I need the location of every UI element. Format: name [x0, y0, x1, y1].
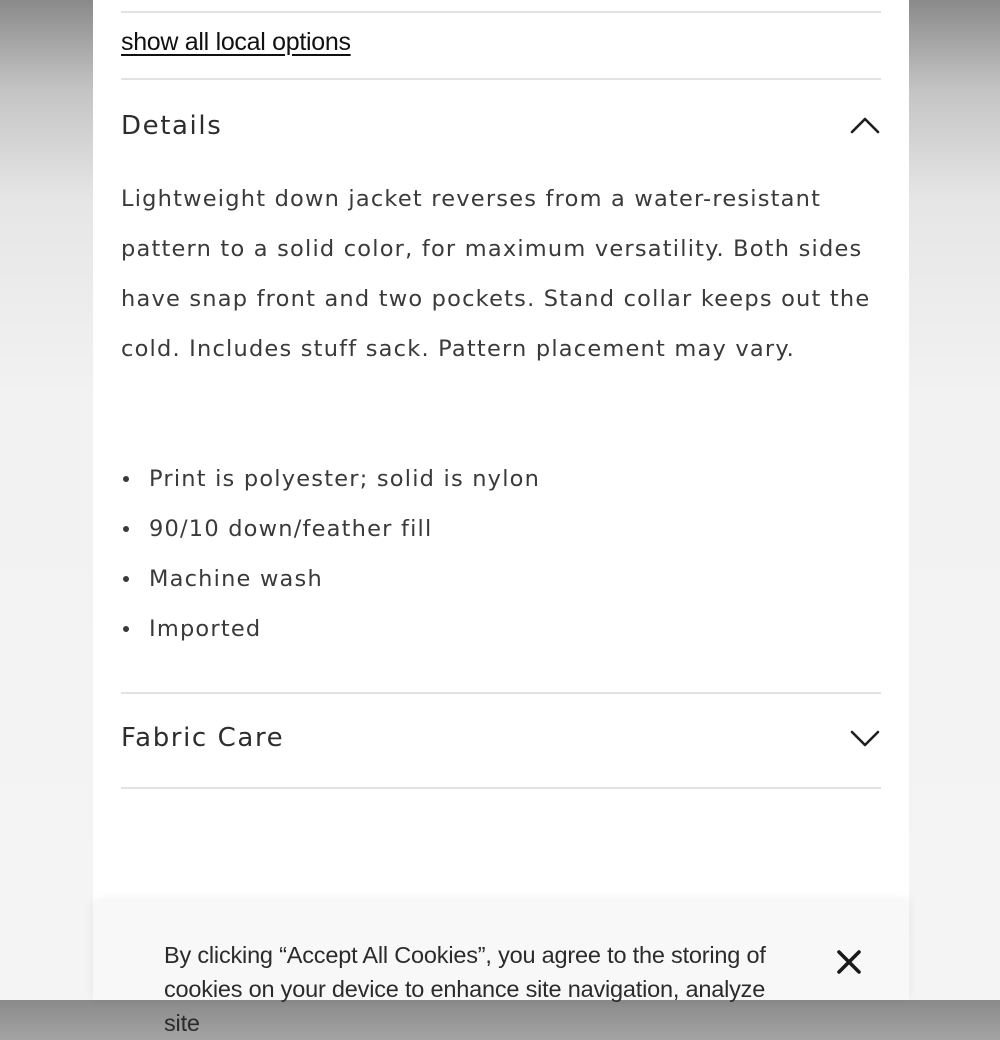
- cookie-banner: [93, 902, 909, 1036]
- bullet-text: Print is polyester; solid is nylon: [149, 466, 541, 492]
- divider: [121, 787, 881, 789]
- close-icon[interactable]: [835, 948, 863, 976]
- list-item: [121, 504, 881, 554]
- fabric-care-title: Fabric Care: [121, 723, 285, 753]
- bullet-text: Imported: [149, 616, 262, 642]
- chevron-up-icon[interactable]: [849, 110, 881, 142]
- product-details-panel: [93, 0, 909, 1000]
- list-item: [121, 454, 881, 504]
- bullet-text: Machine wash: [149, 566, 323, 592]
- bullet-text: 90/10 down/feather fill: [149, 516, 433, 542]
- list-item: [121, 604, 881, 654]
- details-description: Lightweight down jacket reverses from a water-resistant pattern to a solid color, for maximum versatility. Both sides have snap front and two pockets. Stand collar keeps out the cold. Includes stuff sack. Pattern placement may vary.: [121, 186, 871, 362]
- divider: [121, 11, 881, 13]
- list-item: [121, 554, 881, 604]
- details-title: Details: [121, 111, 223, 141]
- chevron-down-icon[interactable]: [849, 722, 881, 754]
- bullet-dot: [123, 576, 129, 582]
- show-all-local-options-link[interactable]: show all local options: [121, 28, 351, 56]
- fabric-care-accordion-header[interactable]: [121, 708, 881, 768]
- divider: [121, 692, 881, 694]
- bullet-dot: [123, 476, 129, 482]
- bullet-dot: [123, 626, 129, 632]
- details-accordion-header[interactable]: [121, 96, 881, 156]
- cookie-banner-text: By clicking “Accept All Cookies”, you agree to the storing of cookies on your device to enhance site navigation, analyze site: [164, 942, 766, 1036]
- bullet-dot: [123, 526, 129, 532]
- details-bullet-list: [121, 454, 881, 654]
- divider: [121, 78, 881, 80]
